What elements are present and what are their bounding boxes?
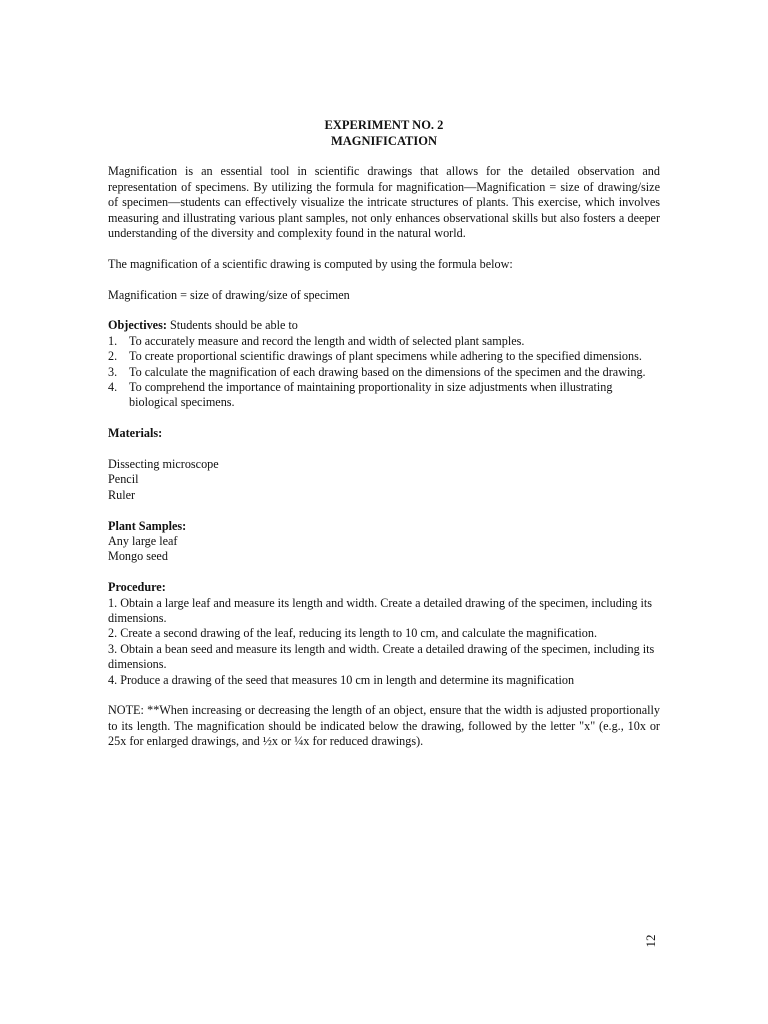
list-item <box>108 334 660 349</box>
objectives-heading <box>108 318 660 333</box>
procedure-step: 2. Create a second drawing of the leaf, reducing its length to 10 cm, and calculate the magnification. <box>108 626 598 641</box>
experiment-subtitle: MAGNIFICATION <box>330 133 438 148</box>
list-item: Dissecting microscope <box>108 457 219 472</box>
spacer <box>108 442 660 457</box>
spacer <box>108 149 660 164</box>
list-item-text: To calculate the magnification of each drawing based on the dimensions of the specimen and the drawing. <box>129 364 646 379</box>
objectives-list <box>108 334 660 411</box>
formula-intro: The magnification of a scientific drawing is computed by using the formula below: <box>108 256 513 271</box>
procedure-step: 3. Obtain a bean seed and measure its length and width. Create a detailed drawing of the specimen, including its dimensions. <box>108 641 655 672</box>
spacer <box>108 303 660 318</box>
spacer <box>108 688 660 703</box>
list-item-number: 1. <box>108 333 118 348</box>
list-item-text: To create proportional scientific drawings of plant specimens while adhering to the specified dimensions. <box>129 349 642 364</box>
list-item-number: 4. <box>108 380 118 395</box>
list-item <box>108 365 660 380</box>
list-item: Ruler <box>108 487 136 502</box>
spacer <box>108 411 660 426</box>
experiment-title: EXPERIMENT NO. 2 <box>324 118 444 132</box>
objectives-lead: Students should be able to <box>166 318 298 333</box>
spacer <box>108 241 660 256</box>
list-item: Any large leaf <box>108 534 178 549</box>
plant-samples-heading: Plant Samples: <box>108 518 187 533</box>
list-item <box>108 380 660 411</box>
procedure-heading: Procedure: <box>108 580 166 595</box>
spacer <box>108 272 660 287</box>
intro-paragraph: Magnification is an essential tool in scientific drawings that allows for the detailed observation and representation of specimens. By utilizing the formula for magnification—Magnification = size of drawing/size of specimen—students can effectively visualize the intricate structures of plants. This exercise, which involves measuring and illustrating various plant samples, not only enhances observational skills but also fosters a deeper understanding of the diversity and complexity found in the natural world. <box>108 164 660 241</box>
page-number: 12 <box>643 934 658 948</box>
procedure-step: 4. Produce a drawing of the seed that measures 10 cm in length and determine its magnification <box>108 672 575 687</box>
page-content <box>108 118 660 750</box>
list-item-number: 2. <box>108 349 118 364</box>
spacer <box>108 565 660 580</box>
list-item-text: To accurately measure and record the length and width of selected plant samples. <box>129 333 525 348</box>
list-item: Mongo seed <box>108 549 168 564</box>
list-item-number: 3. <box>108 364 118 379</box>
materials-heading: Materials: <box>108 426 163 441</box>
procedure-step: 1. Obtain a large leaf and measure its length and width. Create a detailed drawing of the specimen, including its dimensions. <box>108 595 652 626</box>
objectives-label: Objectives: <box>108 318 167 333</box>
spacer <box>108 503 660 518</box>
list-item: Pencil <box>108 472 139 487</box>
list-item <box>108 349 660 364</box>
list-item-text: To comprehend the importance of maintaining proportionality in size adjustments when illustrating biological specimens. <box>129 380 613 410</box>
formula: Magnification = size of drawing/size of specimen <box>108 287 350 302</box>
note-paragraph: NOTE: **When increasing or decreasing the length of an object, ensure that the width is adjusted proportionally to its length. The magnification should be indicated below the drawing, followed by the letter "x" (e.g., 10x or 25x for enlarged drawings, and ½x or ¼x for reduced drawings). <box>108 703 660 749</box>
